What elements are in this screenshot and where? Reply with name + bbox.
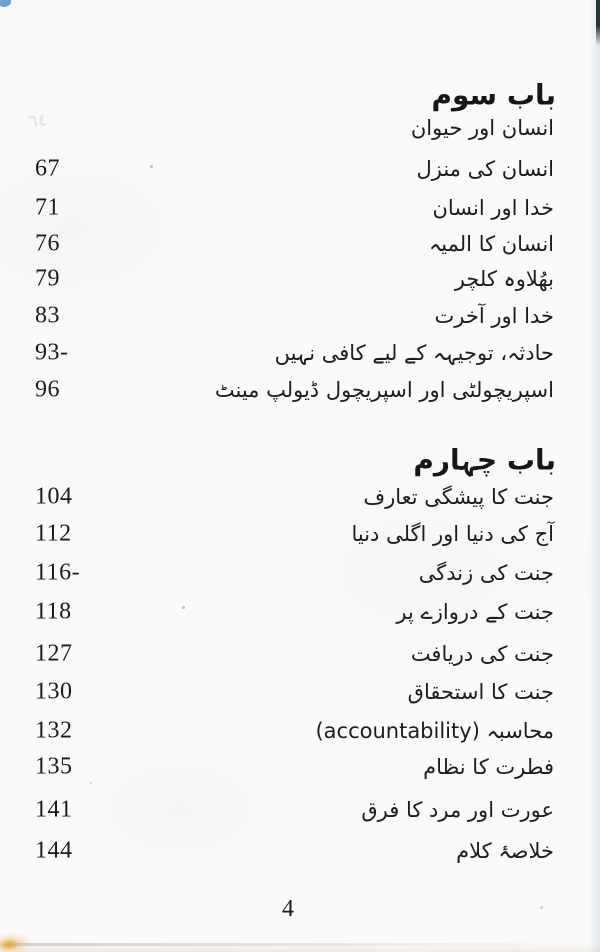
toc-entry-title: جنت کی دریافت <box>410 642 554 666</box>
toc-page-number: 118 <box>35 598 72 625</box>
toc-entry-title: فطرت کا نظام <box>423 755 554 779</box>
toc-row <box>0 713 600 749</box>
toc-page-number: 144 <box>35 837 73 864</box>
toc-row <box>0 594 600 630</box>
toc-entry-title: خلاصۂ کلام <box>456 839 554 863</box>
toc-row <box>0 555 600 591</box>
toc-entry-title: جنت کی زندگی <box>418 561 554 585</box>
toc-entry-title: حادثہ، توجیہہ کے لیے کافی نہیں <box>274 341 554 365</box>
toc-entry-title: انسان اور حیوان <box>410 116 554 140</box>
scan-edge-mark <box>596 0 600 46</box>
toc-page-number: 116- <box>35 559 81 586</box>
toc-row <box>0 516 600 552</box>
toc-entry-title: بھُلاوہ کلچر <box>454 267 554 291</box>
toc-page-number: 67 <box>35 155 60 182</box>
toc-row <box>0 226 600 262</box>
toc-entry-title: جنت کے دروازے پر <box>396 600 554 624</box>
toc-row <box>0 792 600 828</box>
toc-entry-title: عورت اور مرد کا فرق <box>361 798 554 822</box>
toc-row <box>0 749 600 785</box>
toc-page-number: 112 <box>35 520 72 547</box>
toc-entry-title: جنت کا استحقاق <box>407 680 554 704</box>
toc-page-number: 104 <box>35 483 73 510</box>
toc-row <box>0 833 600 869</box>
toc-entry-title: اسپریچولٹی اور اسپریچول ڈیولپ مینٹ <box>214 378 554 402</box>
toc-page-number: 130 <box>35 678 73 705</box>
faded-page-number: ٦٤ <box>27 110 49 132</box>
toc-entry-title: خدا اور آخرت <box>434 304 554 328</box>
toc-entry-title: انسان کا المیہ <box>429 232 554 256</box>
toc-page-number: 96 <box>35 376 60 403</box>
toc-entry-title: جنت کا پیشگی تعارف <box>363 485 554 509</box>
toc-row <box>0 190 600 226</box>
scan-speck <box>540 906 543 909</box>
footer-page-number: 4 <box>282 896 294 922</box>
toc-entry-title: محاسبہ (accountability) <box>315 719 554 743</box>
toc-page-number: 79 <box>35 265 60 292</box>
toc-row <box>0 479 600 515</box>
toc-page-number: 135 <box>35 753 73 780</box>
toc-row <box>0 110 600 146</box>
toc-page-number: 76 <box>35 230 60 257</box>
toc-row <box>0 261 600 297</box>
toc-page-number: 71 <box>35 194 60 221</box>
toc-row <box>0 674 600 710</box>
corner-mark <box>0 0 11 7</box>
toc-page-number: 93- <box>35 339 69 366</box>
chapter-heading: باب سوم <box>431 78 556 112</box>
toc-entry-title: انسان کی منزل <box>416 157 554 181</box>
toc-row <box>0 372 600 408</box>
toc-page-number: 127 <box>35 640 73 667</box>
toc-row <box>0 335 600 371</box>
toc-row <box>0 151 600 187</box>
corner-smudge <box>0 928 34 952</box>
toc-entry-title: خدا اور انسان <box>432 196 554 220</box>
toc-entry-title: آج کی دنیا اور اگلی دنیا <box>351 522 554 546</box>
toc-row <box>0 298 600 334</box>
chapter-heading-row <box>0 440 600 480</box>
chapter-heading-row <box>0 75 600 115</box>
toc-page-number: 132 <box>35 717 73 744</box>
toc-page-number: 141 <box>35 796 73 823</box>
chapter-heading: باب چہارم <box>413 443 556 477</box>
scan-bottom-band <box>0 944 600 952</box>
toc-page-number: 83 <box>35 302 60 329</box>
toc-row <box>0 636 600 672</box>
